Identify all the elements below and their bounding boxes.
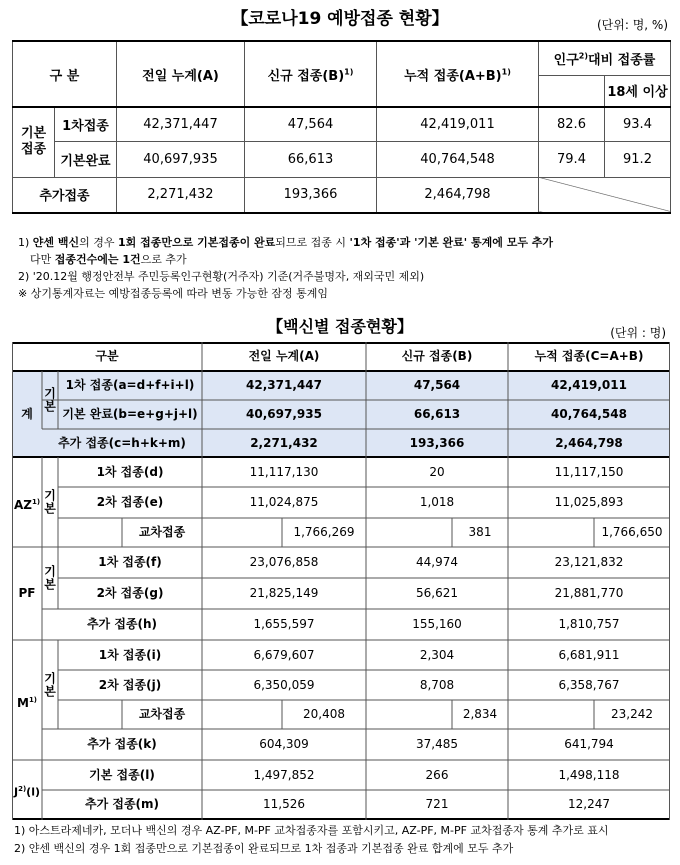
t2-label: 추가 접종(c=h+k+m) — [58, 436, 186, 450]
t2-cell: 23,076,858 — [249, 555, 319, 569]
t1-header-cumulative: 누적 접종$(A+B)^{1)}$ — [377, 41, 539, 107]
t2-cell: 604,309 — [259, 737, 309, 751]
t2-label: 기본 접종(l) — [89, 768, 155, 782]
t1-empty-diagonal-cell — [539, 177, 671, 213]
t2-cell: 21,881,770 — [554, 586, 624, 600]
t2-cell: 11,117,150 — [554, 465, 624, 479]
t2-cell: 266 — [425, 768, 449, 782]
vaccination-status-table — [12, 40, 671, 214]
t2-cell: 11,526 — [263, 797, 305, 811]
t2-cell: 12,247 — [568, 797, 610, 811]
t1-cell: 40,764,548 — [377, 141, 539, 177]
t2-cell: 37,485 — [416, 737, 458, 751]
t2-cell: 2,304 — [419, 648, 455, 662]
t1-header-prev: 전일 누계(A) — [117, 41, 245, 107]
t2-cell: 47,564 — [413, 378, 461, 392]
t2-cell: 2,464,798 — [555, 436, 623, 450]
t2-cell: 1,497,852 — [253, 768, 315, 782]
t2-label: 1차 접종(a=d+f+i+l) — [65, 378, 195, 392]
t2-label: 2차 접종(e) — [96, 495, 164, 509]
t2-cell: 721 — [425, 797, 449, 811]
t1-row-label: 추가접종 — [13, 177, 117, 213]
t1-cell: 193,366 — [245, 177, 377, 213]
t2-cell: 20,408 — [303, 707, 345, 721]
t2-cell: 1,810,757 — [558, 617, 620, 631]
t1-cell: 93.4 — [605, 107, 671, 141]
t2-cell: 20 — [429, 465, 445, 479]
t2-cell: 6,679,607 — [253, 648, 315, 662]
t2-cell: 1,655,597 — [253, 617, 315, 631]
t2-total-basic: 기본 — [42, 387, 57, 413]
t2-cell: 6,681,911 — [558, 648, 620, 662]
t2-cell: 42,371,447 — [246, 378, 322, 392]
t2-label: 2차 접종(g) — [96, 586, 164, 600]
t2-label: 추가 접종(h) — [86, 617, 158, 631]
t2-m-group: $M^{1)}$ — [16, 696, 38, 710]
table1-unit: (단위: 명, %) — [596, 18, 668, 32]
t2-label: 1차 접종(i) — [98, 648, 162, 662]
t2-az-group: AZ$^{1)}$ — [13, 498, 41, 512]
t2-cell: 44,974 — [416, 555, 458, 569]
table1-title: 【코로나19 예방접종 현황】 — [231, 9, 449, 29]
vaccine-grid — [12, 342, 670, 820]
t2-m-basic: 기본 — [42, 671, 57, 698]
t2-cell: 1,498,118 — [558, 768, 620, 782]
t2-cell: 1,018 — [419, 495, 455, 509]
t2-cell: 11,117,130 — [249, 465, 319, 479]
t2-pf-basic: 기본 — [42, 565, 57, 591]
t2-cell: 1,766,269 — [293, 525, 355, 539]
t2-cross-label: 교차접종 — [138, 525, 186, 539]
t2-cell: 40,764,548 — [551, 407, 627, 421]
t1-cell: 66,613 — [245, 141, 377, 177]
t2-label: 추가 접종(k) — [87, 737, 157, 751]
t2-hdr-cum: 누적 접종(C=A+B) — [534, 349, 644, 363]
t1-row-label: 기본완료 — [55, 141, 117, 177]
t1-header-age18: 18세 이상 — [605, 75, 671, 107]
t2-cell: 66,613 — [413, 407, 461, 421]
t1-cell: 42,371,447 — [117, 107, 245, 141]
t1-cell: 91.2 — [605, 141, 671, 177]
t1-row-label: 1차접종 — [55, 107, 117, 141]
t2-label: 기본 완료(b=e+g+j+l) — [62, 407, 198, 421]
t2-label: 1차 접종(f) — [98, 555, 162, 569]
t2-hdr-prev: 전일 누계(A) — [248, 349, 320, 363]
t1-header-ratio: 인구$^{2)}$대비 접종률 — [539, 41, 671, 75]
table2-notes: 1) 아스트라제네카, 모더나 백신의 경우 AZ-PF, M-PF 교차접종자를 포함시키고, AZ-PF, M-PF 교차접종자 통계 추가로 표시 2) 얀센 백신의 경우 1회 접종만으로 기본접종이 완료되므로 1차 접종과 기본접종 완료 합계에 모두 추가 — [14, 824, 609, 855]
t2-j-group: $J^{2)}(l)$ — [14, 785, 40, 799]
t2-cell: 381 — [468, 525, 492, 539]
t1-cell: 79.4 — [539, 141, 605, 177]
t2-hdr-category: 구분 — [95, 349, 119, 363]
t2-label: 2차 접종(j) — [98, 678, 162, 692]
t2-cell: 11,024,875 — [249, 495, 319, 509]
t2-cross-label: 교차접종 — [138, 707, 186, 721]
t2-az-basic: 기본 — [42, 489, 57, 515]
t1-cell: 40,697,935 — [117, 141, 245, 177]
t2-cell: 23,242 — [611, 707, 653, 721]
t2-cell: 2,834 — [462, 707, 498, 721]
t2-cell: 11,025,893 — [554, 495, 624, 509]
t1-header-category: 구 분 — [13, 41, 117, 107]
t1-header-new: 신규 접종$(B)^{1)}$ — [245, 41, 377, 107]
t2-cell: 40,697,935 — [246, 407, 322, 421]
t2-label: 추가 접종(m) — [84, 797, 160, 811]
table1-notes: 1) 얀센 백신의 경우 1회 접종만으로 기본접종이 완료되므로 접종 시 '1차 접종'과 '기본 완료' 통계에 모두 추가 다만 접종건수에는 1건으로 추가 2) '20.12월 행정안전부 주민등록인구현황(거주자) 기준(거주불명자, 재외국민 제외) ※ 상기통계자료는 예방접종등록에 따라 변동 가능한 잠정 통계임 — [18, 236, 554, 300]
t2-cell: 193,366 — [409, 436, 465, 450]
t2-cell: 641,794 — [564, 737, 614, 751]
table2-title: 【백신별 접종현황】 — [267, 317, 413, 336]
t1-cell: 2,271,432 — [117, 177, 245, 213]
t2-cell: 6,350,059 — [253, 678, 315, 692]
t2-cell: 155,160 — [412, 617, 462, 631]
t2-cell: 56,621 — [416, 586, 458, 600]
t2-cell: 8,708 — [419, 678, 455, 692]
t1-cell: 47,564 — [245, 107, 377, 141]
t1-cell: 2,464,798 — [377, 177, 539, 213]
t2-cell: 1,766,650 — [601, 525, 663, 539]
t2-label: 1차 접종(d) — [96, 465, 164, 479]
table2-unit: (단위 : 명) — [610, 326, 666, 340]
t2-cell: 2,271,432 — [250, 436, 318, 450]
t2-cell: 42,419,011 — [551, 378, 627, 392]
t2-cell: 23,121,832 — [554, 555, 624, 569]
t1-cell: 82.6 — [539, 107, 605, 141]
t2-cell: 6,358,767 — [558, 678, 620, 692]
t2-pf-group: PF — [18, 586, 36, 600]
t2-hdr-new: 신규 접종(B) — [401, 349, 473, 363]
t1-cell: 42,419,011 — [377, 107, 539, 141]
t2-cell: 21,825,149 — [249, 586, 319, 600]
t2-total-group: 계 — [21, 407, 33, 421]
t1-group-basic: 기본 접종 — [13, 107, 55, 177]
